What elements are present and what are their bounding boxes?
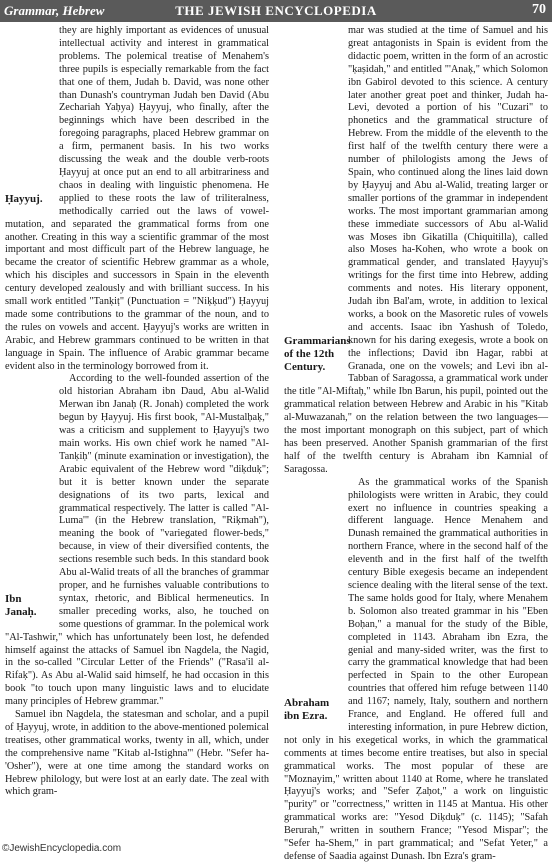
left-column xyxy=(5,25,269,837)
sidenote-hayyuj: Ḥayyuj. xyxy=(5,193,43,205)
running-head-title: Grammar, Hebrew xyxy=(4,3,105,18)
page-number: 70 xyxy=(532,2,546,17)
copyright-watermark: ©JewishEncyclopedia.com xyxy=(2,843,122,854)
page-header xyxy=(0,0,552,22)
publication-title: THE JEWISH ENCYCLOPEDIA xyxy=(175,3,377,18)
paragraph-hayyuj: they are highly important as evidences of unusual intellectual activity and interest in grammatical problems. The polemical treatise of Menahem's three pupils is especially remarkable from the fact that one of them, Judah b. David, was none other than Dunash's countryman Judah ben David (Abu Zechariah Yaḥya) Ḥayyuj, who finally, after the beginnings which have been described in the foregoing paragraphs, placed Hebrew grammar on a firm, permanent basis. In his two works discussing the weak and the double verb-roots Ḥayyuj at once put an end to all arbitrariness and chaos in dealing with linguistic phenomena. He applied to these roots the law of triliteralness, methodically carried out the laws of vowel-mutation, and separated the grammatical forms from one another. Creating in this way a scientific grammar of the most important and most difficult part of the Hebrew language, he became the creator of scientific Hebrew grammar as a whole, which his disciples and successors in Spain in the eleventh century developed zealously and with brilliant success. In his small work entitled "Tanḳiṭ" (Punctuation = "Niḳḳud") Ḥayyuj made some contributions to the grammar of the noun, and to the rules on vowels and accent. Ḥayyuj's works are written in Arabic, and Hebrew grammars continued to be written in that language in Spain. The influence of Arabic grammar became evident also in the terminology borrowed from it. xyxy=(5,25,269,372)
sidenote-abraham-ibn-ezra: Abraham ibn Ezra. xyxy=(284,696,330,722)
right-column xyxy=(284,25,548,862)
paragraph-spanish-grammarians: mar was studied at the time of Samuel and his great antagonists in Spain is evident from the didactic poem, written in the form of an acrostic "ḳaṣidah," and entitled "'Anaḳ," which Solomon ibn Gabirol devoted to this science. A century later another great poet and thinker, Judah ha-Levi, devoted a portion of his "Cuzari" to phonetics and the grammatical structure of Hebrew. From the middle of the eleventh to the first half of the twelfth century there were a number of philologists among the Jews of Spain, who continued along the lines laid down by Ḥayyuj and Abu al-Walid, treating larger or smaller portions of the grammar in independent works. The most important grammarian among these immediate successors of Abu al-Walid was Moses ibn Gikatilla (Chiquitilla), called also Moses ha-Kohen, who wrote a book on grammatical gender, and translated Ḥayyuj's writings for the first time into Hebrew, adding comments and notes. His literary opponent, Judah ibn Bal'am, wrote, in addition to lexical works, a book on the Masoretic rules of vowels and accents. Isaac ibn Yashush of Toledo, known for his daring exegesis, wrote a book on the inflections; David ibn Hagar, rabbi at Granada, one on the vowels; and Levi ibn al-Tabban of Saragossa, a grammatical work under the title "Al-Miftaḥ," while Ibn Barun, his pupil, pointed out the grammatical relation between Hebrew and Arabic in his "Kitab al-Muwazanah," on the relation between the two languages—the most important monograph on this subject, part of which has been preserved. Another Spanish grammarian of the first half of the twelfth century is Abraham ibn Kamnial of Saragossa. xyxy=(284,25,548,475)
sidenote-grammarians-12th-century: Grammarians of the 12th Century. xyxy=(284,335,351,373)
paragraph-samuel-ibn-nagdela: Samuel ibn Nagdela, the statesman and scholar, and a pupil of Ḥayyuj, wrote, in addition to the above-mentioned polemical treatises, other grammatical works, twenty in all, which, under the comprehensive name "Kitab al-Istighna'" (Hebr. "Sefer ha-'Osher"), were at one time among the standard works on Hebrew philology, but were lost at an early date. The zeal with which gram- xyxy=(5,709,269,798)
paragraph-ibn-ezra: As the grammatical works of the Spanish philologists were written in Arabic, they could exert no influence in countries speaking a different language. Hence Menahem and Dunash remained the grammatical authorities in northern France, where in the second half of the eleventh and in the first half of the twelfth century Bible exegesis became an independent science dealing with the literal sense of the text. The same holds good for Italy, where Menahem b. Solomon also treated grammar in his "Eben Boḥan," a manual for the study of the Bible, completed in 1143. Abraham ibn Ezra, the genial and many-sided writer, was the first to carry the grammatical knowledge that had been perfected in Spain to the other European countries that offered him refuge between 1140 and 1167; namely, Italy, southern and northern France, and England. He offered full and interesting information, in pure Hebrew diction, not only in his exegetical works, in which the grammatical comments at times become entire treatises, but also in special grammatical works. The most popular of these are "Moznayim," written about 1140 at Rome, where he translated Ḥayyuj's works; and "Sefer Ẓaḥot," a work on linguistic "purity" or "correctness," written in 1145 at Mantua. His other grammatical works are: "Yesod Diḳduḳ" (c. 1145); "Safah Berurah," written in southern France; "Yesod Mispar"; the "Sefer ha-Shem," in part grammatical; and "Sefat Yeter," a defense of Saadia against Dunash. Ibn Ezra's gram- xyxy=(284,476,548,862)
sidenote-ibn-janah: Ibn Janaḥ. xyxy=(5,593,37,619)
paragraph-ibn-janah: According to the well-founded assertion of the old historian Abraham ibn Daud, Abu al-Walid Merwan ibn Janaḥ (R. Jonah) completed the work begun by Ḥayyuj. His first book, "Al-Mustalḥaḳ," was a criticism and supplement to Ḥayyuj's two main works. His own chief work he named "Al-Tanḳiḥ" (minute examination or investigation), the Arabic equivalent of the Hebrew word "diḳduḳ"; but it is better known under the separate designations of its two parts, lexical and grammatical respectively. The latter is called "Al-Luma'" (in the Hebrew translation, "Riḳmah"), meaning the book of "variegated flower-beds," because, in view of their diversified contents, the sections resemble such beds. In this standard book Abu al-Walid treats of all the branches of grammar proper, and he furnishes valuable contributions to syntax, rhetoric, and Biblical hermeneutics. In smaller preceding works, also, he touched on some questions of grammar. In the polemical work "Al-Tashwir," which has unfortunately been lost, he defended himself against the attacks of Samuel ibn Nagdela, the Nagid, in the so-called "Circular Letter of the Friends" ("Rasa'il al-Rifaḳ"). As Abu al-Walid said himself, he had occasion in this book "to touch upon many linguistic laws and to elucidate many principles of Hebrew grammar." xyxy=(5,373,269,708)
